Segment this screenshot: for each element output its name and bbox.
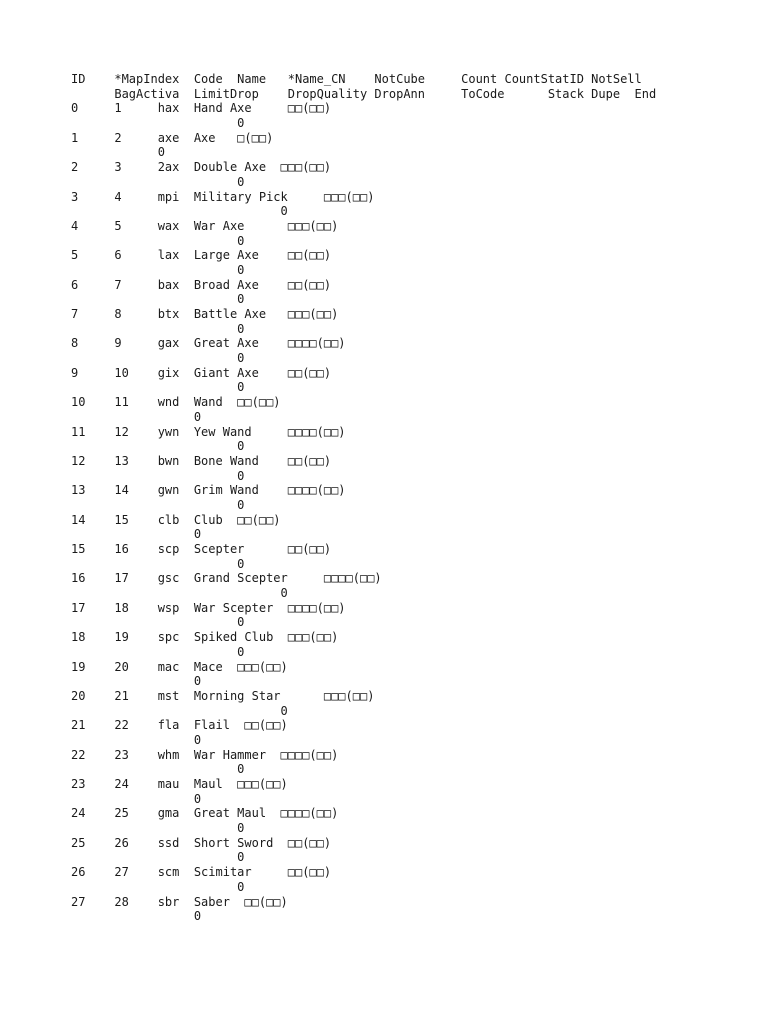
table-row-line: 0 bbox=[71, 909, 202, 924]
table-row-line: 19 20 mac Mace □□□(□□) bbox=[71, 659, 288, 674]
table-row-line: 0 bbox=[71, 351, 245, 366]
table-row-line: 0 bbox=[71, 497, 245, 512]
table-row-line: 0 1 hax Hand Axe □□(□□) bbox=[71, 101, 332, 116]
table-row-line: 24 25 gma Great Maul □□□□(□□) bbox=[71, 806, 339, 821]
table-row-line: 0 bbox=[71, 468, 245, 483]
table-row-line: 1 2 axe Axe □(□□) bbox=[71, 130, 274, 145]
table-row-line: 0 bbox=[71, 732, 202, 747]
table-row-line: 6 7 bax Broad Axe □□(□□) bbox=[71, 277, 332, 292]
table-row-line: 10 11 wnd Wand □□(□□) bbox=[71, 395, 281, 410]
table-row-line: 0 bbox=[71, 409, 202, 424]
table-row-line: 25 26 ssd Short Sword □□(□□) bbox=[71, 835, 332, 850]
table-row-line: 0 bbox=[71, 674, 202, 689]
table-row-line: 0 bbox=[71, 791, 202, 806]
table-row-line: 26 27 scm Scimitar □□(□□) bbox=[71, 865, 332, 880]
table-row-line: 0 bbox=[71, 116, 245, 131]
table-row-line: 20 21 mst Morning Star □□□(□□) bbox=[71, 688, 375, 703]
table-row-line: 11 12 ywn Yew Wand □□□□(□□) bbox=[71, 424, 346, 439]
table-row-line: 21 22 fla Flail □□(□□) bbox=[71, 718, 288, 733]
table-row-line: 12 13 bwn Bone Wand □□(□□) bbox=[71, 453, 332, 468]
table-row-line: 17 18 wsp War Scepter □□□□(□□) bbox=[71, 600, 346, 615]
table-row-line: 0 bbox=[71, 439, 245, 454]
header-line: ID *MapIndex Code Name *Name_CN NotCube Count CountStatID NotSell bbox=[71, 72, 642, 86]
table-row-line: 3 4 mpi Military Pick □□□(□□) bbox=[71, 189, 375, 204]
table-row-line: 0 bbox=[71, 204, 288, 219]
table-row-line: 0 bbox=[71, 321, 245, 336]
table-row-line: 15 16 scp Scepter □□(□□) bbox=[71, 542, 332, 556]
table-row-line: 0 bbox=[71, 527, 202, 542]
table-row-line: 0 bbox=[71, 174, 245, 189]
table-row-line: 0 bbox=[71, 292, 245, 307]
table-row-line: 18 19 spc Spiked Club □□□(□□) bbox=[71, 630, 339, 645]
table-row-line: 14 15 clb Club □□(□□) bbox=[71, 512, 281, 527]
header-line: BagActiva LimitDrop DropQuality DropAnn ToCode Stack Dupe End bbox=[71, 86, 657, 101]
table-row-line: 0 bbox=[71, 703, 288, 718]
table-row-line: 7 8 btx Battle Axe □□□(□□) bbox=[71, 307, 339, 321]
table-row-line: 0 bbox=[71, 145, 165, 160]
table-row-line: 9 10 gix Giant Axe □□(□□) bbox=[71, 365, 332, 380]
table-row-line: 0 bbox=[71, 762, 245, 777]
table-row-line: 0 bbox=[71, 879, 245, 894]
table-row-line: 27 28 sbr Saber □□(□□) bbox=[71, 894, 288, 909]
table-row-line: 13 14 gwn Grim Wand □□□□(□□) bbox=[71, 483, 346, 498]
table-row-line: 16 17 gsc Grand Scepter □□□□(□□) bbox=[71, 571, 382, 586]
table-row-line: 22 23 whm War Hammer □□□□(□□) bbox=[71, 747, 339, 762]
table-row-line: 0 bbox=[71, 615, 245, 630]
table-row-line: 5 6 lax Large Axe □□(□□) bbox=[71, 248, 332, 263]
table-row-line: 4 5 wax War Axe □□□(□□) bbox=[71, 218, 339, 233]
item-table-listing bbox=[71, 72, 656, 924]
table-row-line: 0 bbox=[71, 233, 245, 248]
table-row-line: 0 bbox=[71, 850, 245, 865]
table-row-line: 0 bbox=[71, 644, 245, 659]
table-row-line: 23 24 mau Maul □□□(□□) bbox=[71, 777, 288, 791]
table-row-line: 0 bbox=[71, 380, 245, 395]
table-row-line: 0 bbox=[71, 586, 288, 601]
table-row-line: 0 bbox=[71, 262, 245, 277]
table-row-line: 2 3 2ax Double Axe □□□(□□) bbox=[71, 160, 332, 175]
table-row-line: 8 9 gax Great Axe □□□□(□□) bbox=[71, 336, 346, 351]
table-row-line: 0 bbox=[71, 556, 245, 571]
table-row-line: 0 bbox=[71, 821, 245, 836]
